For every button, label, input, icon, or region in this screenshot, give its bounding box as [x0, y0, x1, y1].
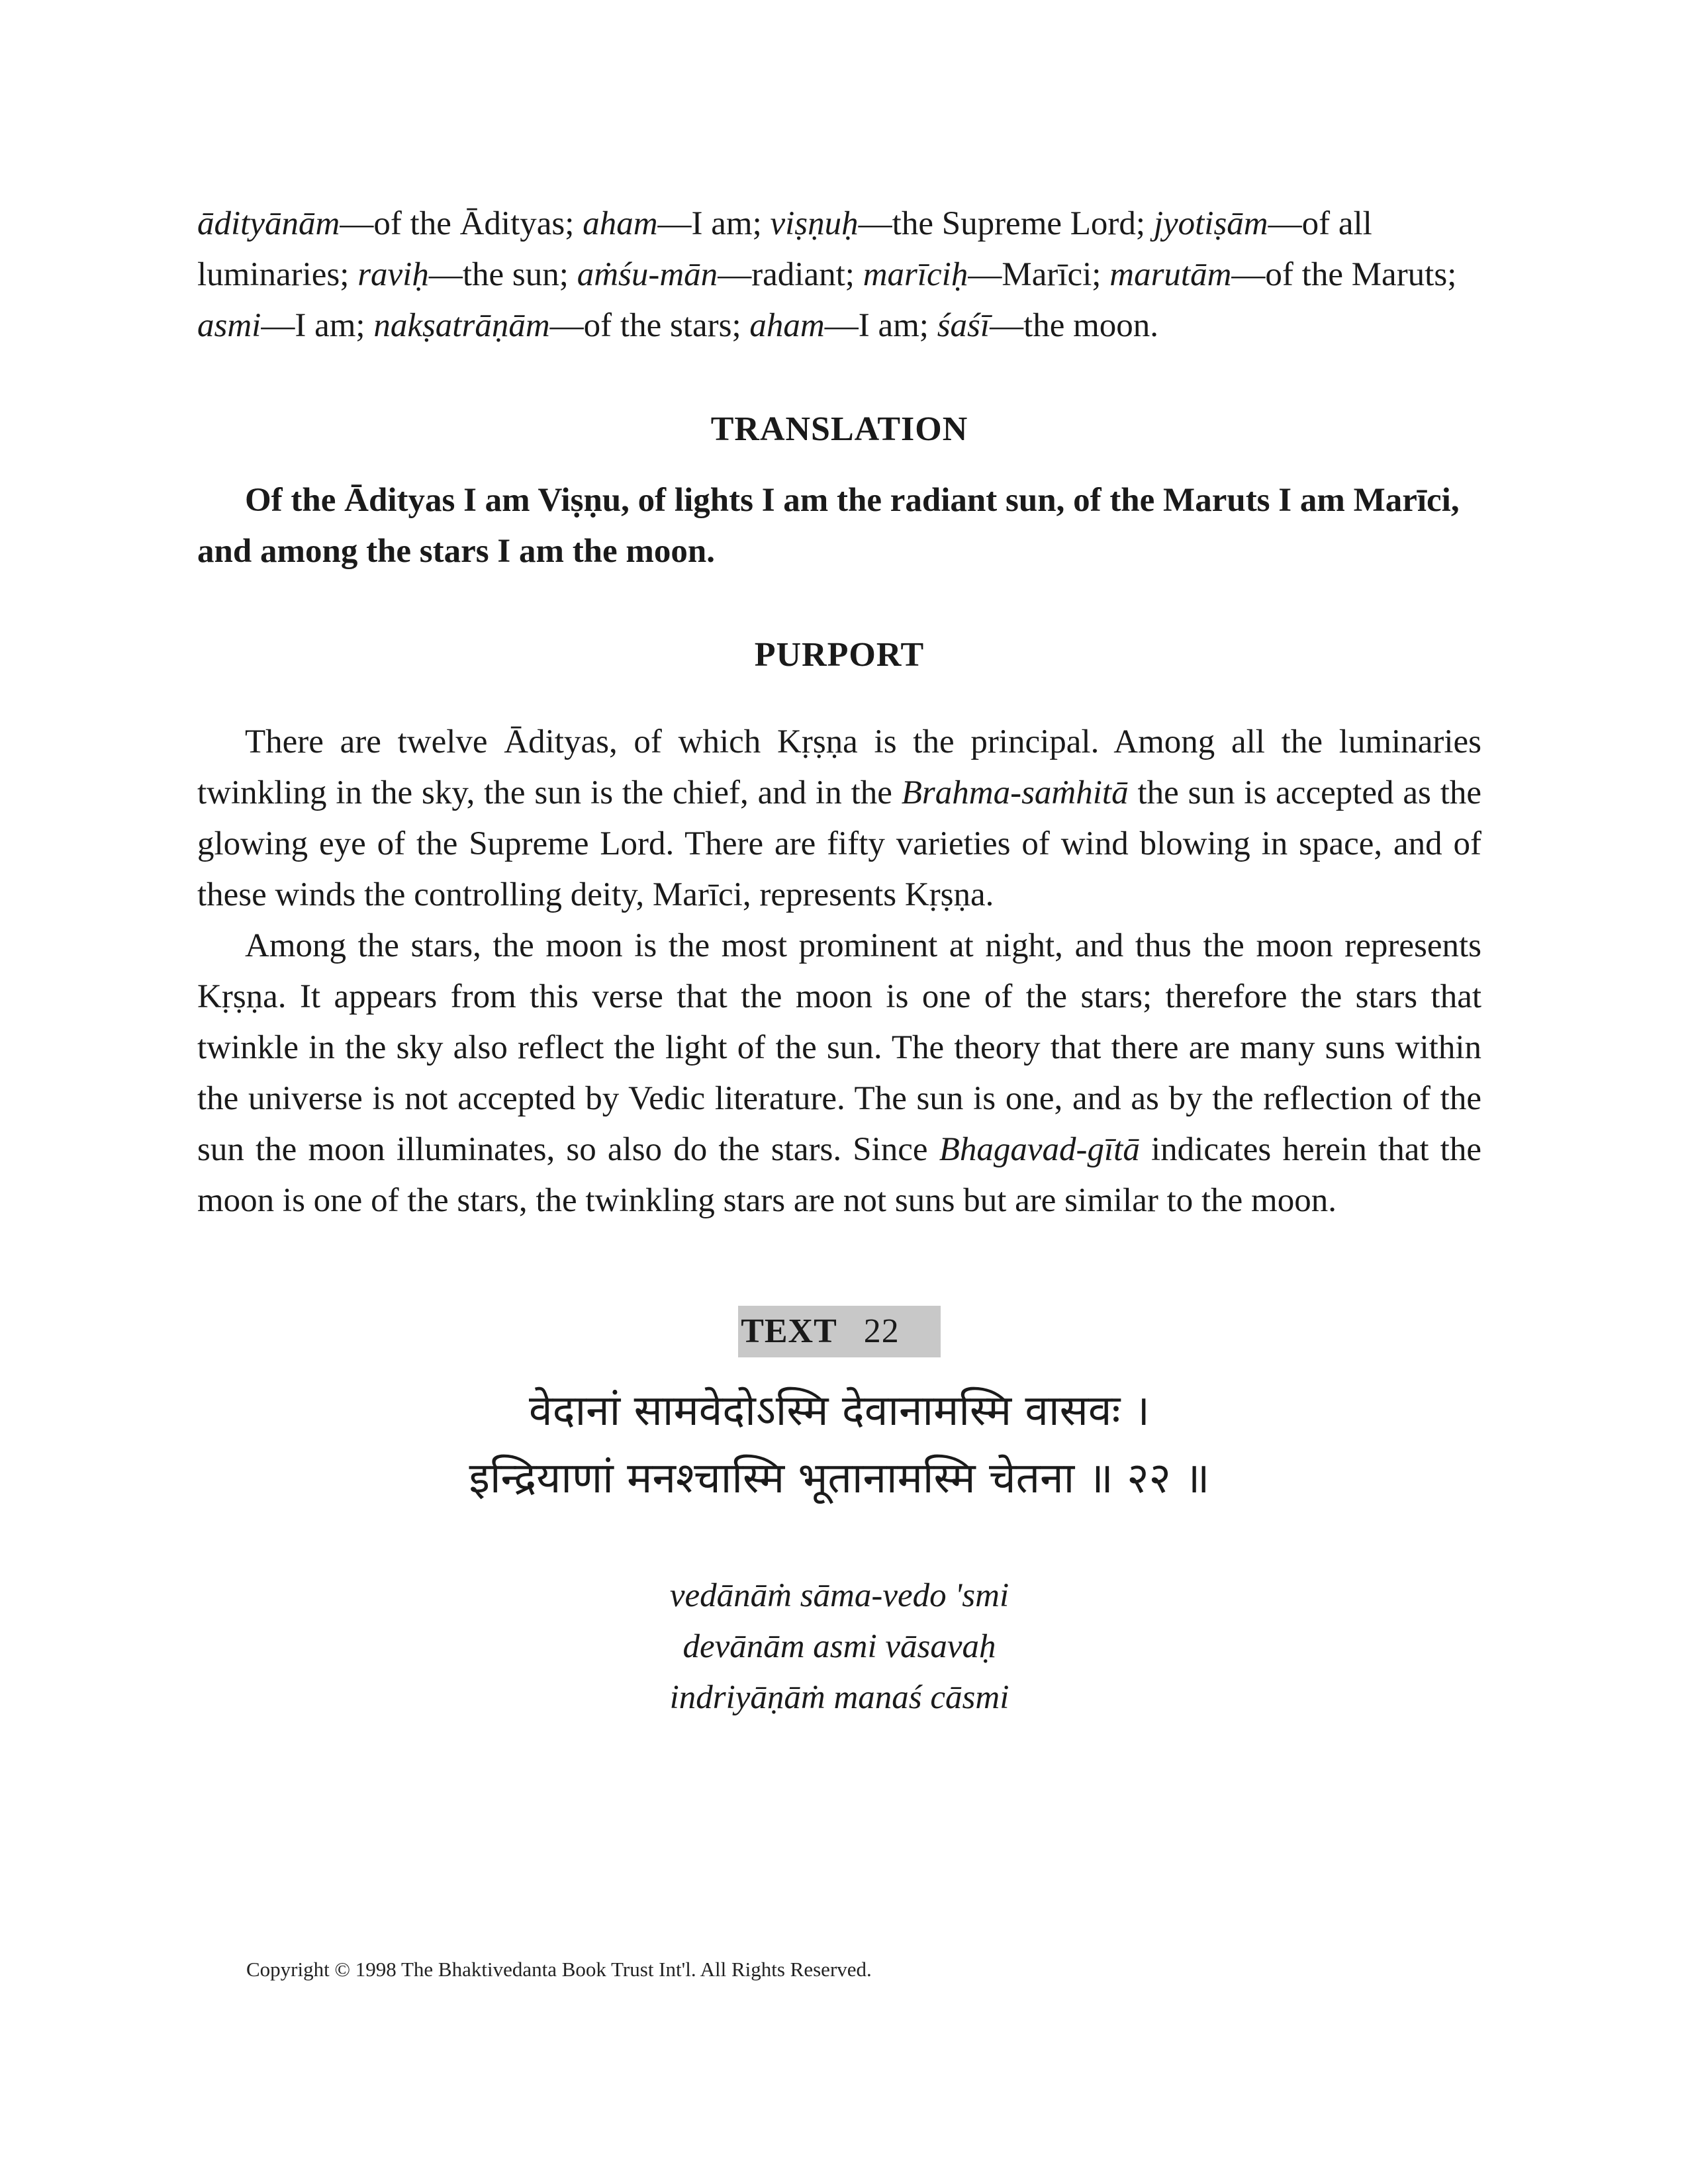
purport-text: There are twelve Ādityas, of which Kṛṣṇa is the principal. Among all the luminaries twinkling in the sky, the sun is the chief, and in the	[197, 723, 1481, 811]
synonym-meaning: —Marīci;	[968, 256, 1110, 293]
purport-text: indicates herein that the moon is one of the stars, the twinkling stars are not suns but are similar to the moon.	[197, 1131, 1481, 1219]
text-number-label	[738, 1306, 941, 1357]
purport-italic: Brahma-saṁhitā	[901, 774, 1129, 811]
text-label-number: 22	[863, 1312, 900, 1350]
sanskrit-line: इन्द्रियाणां मनश्चास्मि भूतानामस्मि चेतना ॥ २२ ॥	[469, 1454, 1210, 1503]
purport-text: the sun is accepted as the glowing eye of the Supreme Lord. There are fifty varieties of wind blowing in space, and of these winds the controlling deity, Marīci, represents Kṛṣṇa.	[197, 774, 1482, 913]
synonym-meaning: —I am;	[261, 307, 374, 344]
synonym-term: ādityānām	[197, 205, 340, 242]
synonym-meaning: —of all luminaries;	[197, 205, 1372, 293]
synonym-term: raviḥ	[357, 256, 429, 293]
purport-paragraph	[197, 921, 1481, 1226]
transliteration-verse	[197, 1570, 1481, 1723]
synonym-meaning: —of the Maruts;	[1231, 256, 1457, 293]
synonym-meaning: —radiant;	[718, 256, 863, 293]
transliteration-line: indriyāṇāṁ manaś cāsmi	[669, 1679, 1009, 1716]
transliteration-line: devānām asmi vāsavaḥ	[682, 1628, 996, 1665]
transliteration-line: vedānāṁ sāma-vedo 'smi	[669, 1577, 1009, 1614]
synonyms-block	[197, 199, 1481, 351]
sanskrit-verse	[197, 1377, 1481, 1512]
synonym-term: marutām	[1109, 256, 1232, 293]
translation-heading: TRANSLATION	[710, 410, 968, 448]
synonym-term: aham	[583, 205, 658, 242]
synonym-term: asmi	[197, 307, 261, 344]
synonym-term: aṁśu-mān	[577, 256, 718, 293]
purport-italic: Bhagavad-gītā	[939, 1131, 1140, 1168]
synonym-meaning: —of the stars;	[549, 307, 750, 344]
synonym-meaning: —the Supreme Lord;	[858, 205, 1154, 242]
synonym-meaning: —of the Ādityas;	[340, 205, 583, 242]
purport-paragraph	[197, 717, 1481, 921]
text-label-word: TEXT	[741, 1312, 837, 1350]
sanskrit-line: वेदानां सामवेदोऽस्मि देवानामस्मि वासवः ।	[529, 1387, 1150, 1435]
purport-text: Among the stars, the moon is the most prominent at night, and thus the moon represents Kṛṣṇa. It appears from this verse that the moon is one of the stars; therefore the stars that twinkle in the sky also reflect the light of the sun. The theory that there are many suns within the universe is not accepted by Vedic literature. The sun is one, and as by the reflection of the sun the moon illuminates, so also do the stars. Since	[197, 927, 1481, 1168]
synonym-term: viṣṇuḥ	[770, 205, 859, 242]
synonym-term: nakṣatrāṇām	[373, 307, 550, 344]
synonym-meaning: —I am;	[824, 307, 937, 344]
synonym-term: jyotiṣām	[1153, 205, 1268, 242]
translation-text: Of the Ādityas I am Viṣṇu, of lights I am the radiant sun, of the Maruts I am Marīci, and among the stars I am the moon.	[197, 482, 1460, 570]
purport-heading: PURPORT	[754, 636, 925, 674]
synonym-term: aham	[749, 307, 825, 344]
purport-body	[197, 717, 1481, 1226]
copyright-notice: Copyright © 1998 The Bhaktivedanta Book Trust Int'l. All Rights Reserved.	[246, 1958, 872, 1981]
synonym-meaning: —the sun;	[428, 256, 577, 293]
synonym-term: marīciḥ	[863, 256, 968, 293]
text-label-row	[197, 1306, 1481, 1357]
synonym-meaning: —the moon.	[990, 307, 1159, 344]
synonym-term: śaśī	[937, 307, 990, 344]
synonym-meaning: —I am;	[657, 205, 771, 242]
page-content	[197, 199, 1481, 1723]
